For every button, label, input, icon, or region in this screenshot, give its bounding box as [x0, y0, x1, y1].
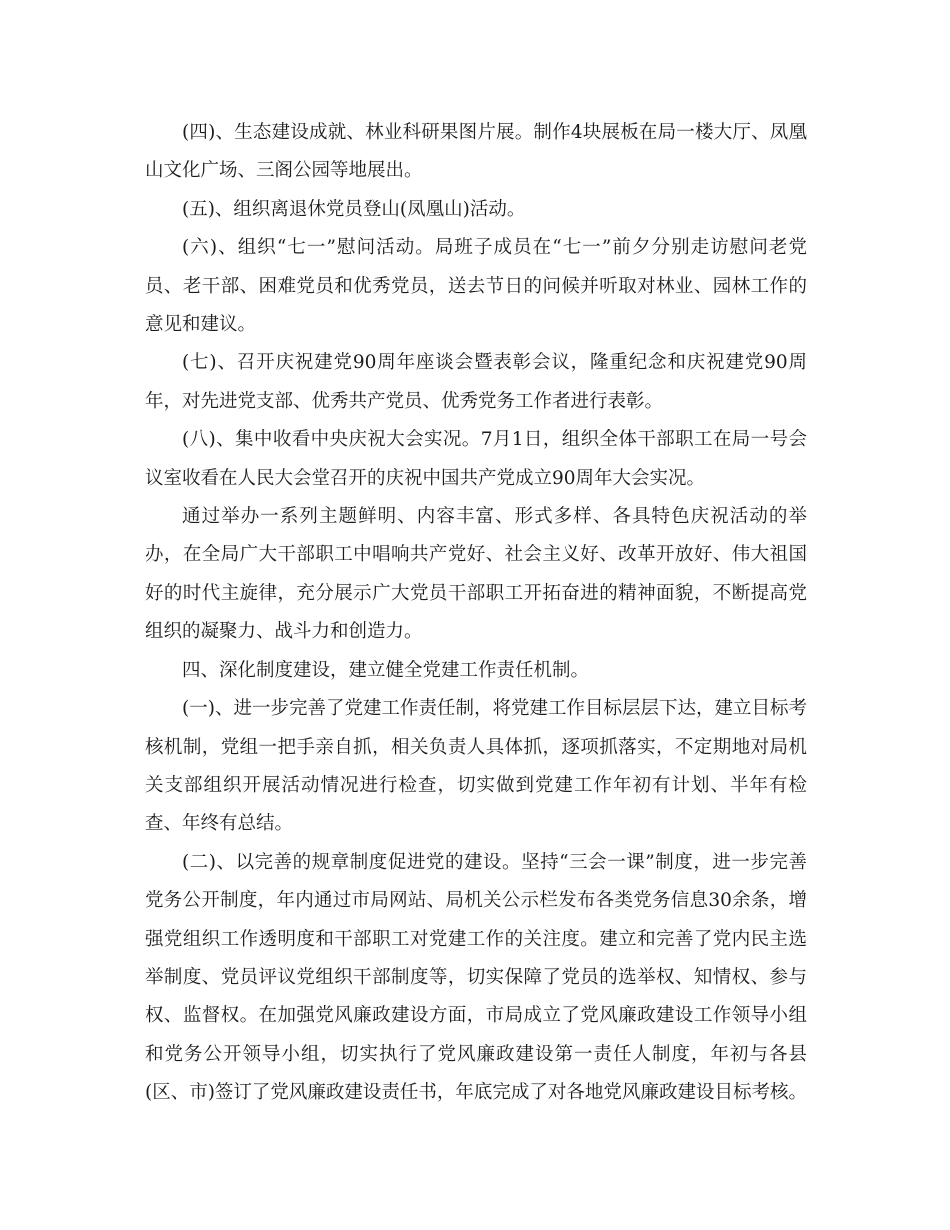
document-body [145, 114, 807, 1113]
paragraph-watch-ceremony: (八)、集中收看中央庆祝大会实况。7月1日，组织全体干部职工在局一号会议室收看在人民大会堂召开的庆祝中国共产党成立90周年大会实况。 [145, 429, 807, 489]
paragraph-anniversary-meeting: (七)、召开庆祝建党90周年座谈会暨表彰会议，隆重纪念和庆祝建党90周年，对先进党支部、优秀共产党员、优秀党务工作者进行表彰。 [145, 352, 807, 412]
paragraph-mountain-climb: (五)、组织离退休党员登山(凤凰山)活动。 [182, 198, 526, 220]
paragraph-july-first-visits: (六)、组织“七一”慰问活动。局班子成员在“七一”前夕分别走访慰问老党员、老干部、困难党员和优秀党员，送去节日的问候并听取对林业、园林工作的意见和建议。 [145, 237, 807, 336]
paragraph-summary: 通过举办一系列主题鲜明、内容丰富、形式多样、各具特色庆祝活动的举办，在全局广大干部职工中唱响共产党好、社会主义好、改革开放好、伟大祖国好的时代主旋律，充分展示广大党员干部职工开拓奋进的精神面貌，不断提高党组织的凝聚力、战斗力和创造力。 [145, 506, 807, 643]
paragraph-exhibition: (四)、生态建设成就、林业科研果图片展。制作4块展板在局一楼大厅、凤凰山文化广场、三阁公园等地展出。 [145, 122, 807, 182]
paragraph-rules-regulations: (二)、以完善的规章制度促进党的建设。坚持“三会一课”制度，进一步完善党务公开制度，年内通过市局网站、局机关公示栏发布各类党务信息30余条，增强党组织工作透明度和干部职工对党建工作的关注度。建立和完善了党内民主选举制度、党员评议党组织干部制度等，切实保障了党员的选举权、知情权、参与权、监督权。在加强党风廉政建设方面，市局成立了党风廉政建设工作领导小组和党务公开领导小组，切实执行了党风廉政建设第一责任人制度，年初与各县(区、市)签订了党风廉政建设责任书，年底完成了对各地党风廉政建设目标考核。 [145, 851, 807, 1104]
section-heading-system-building: 四、深化制度建设，建立健全党建工作责任机制。 [182, 659, 590, 681]
paragraph-responsibility-system: (一)、进一步完善了党建工作责任制，将党建工作目标层层下达，建立目标考核机制，党组一把手亲自抓，相关负责人具体抓，逐项抓落实，不定期地对局机关支部组织开展活动情况进行检查，切实做到党建工作年初有计划、半年有检查、年终有总结。 [145, 698, 807, 835]
